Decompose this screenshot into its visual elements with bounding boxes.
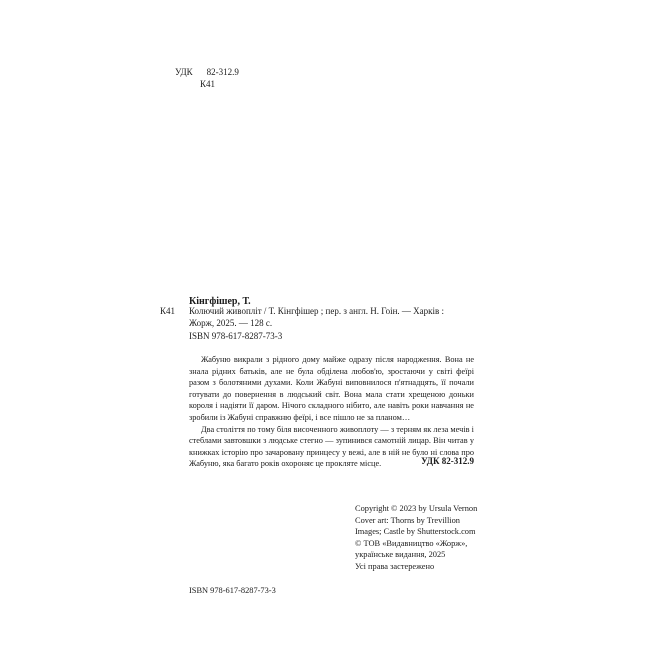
copyright-line: Cover art: Thorns by Trevillion xyxy=(355,515,460,525)
catalog-isbn: ISBN 978-617-8287-73-3 xyxy=(189,331,283,341)
copyright-line: Images; Castle by Shutterstock.com xyxy=(355,527,476,537)
bottom-isbn: ISBN 978-617-8287-73-3 xyxy=(189,586,276,595)
copyright-line: Усі права застережено xyxy=(355,561,435,571)
copyright-block xyxy=(355,503,477,573)
annotation-paragraph: Жабуню викрали з рідного дому майже одразу після народження. Вона не знала рідних батьків, але не була обділена любов'ю, зростаючи у світі феїрі разом з болотяними духами. Коли Жабуні виповнилося п'ятнадцять, її почали готувати до повернення в людський світ. Вона мала стати хрещеною доньки короля і надіяти її даром. Нічого складного нібито, але навіть роки навчання не зробили із Жабуні справжню феїрі, і все пішло не за планом… xyxy=(189,355,474,422)
udk-label: УДК xyxy=(175,67,193,77)
udk-code: 82-312.9 xyxy=(206,67,239,77)
copyright-line: © ТОВ «Видавництво «Жорж», xyxy=(355,538,468,548)
book-annotation xyxy=(189,354,474,470)
author-cutter-code: К41 xyxy=(200,79,216,89)
catalog-author: Кінгфішер, Т. xyxy=(189,296,251,307)
copyright-line: українське видання, 2025 xyxy=(355,550,446,560)
annotation-paragraph: Два століття по тому біля височенного живоплоту — з терням як леза мечів і стеблами завтовшки з людське стегно — зупинився самотній лицар. Він читав у книжках історію про зачаровану принцесу у вежі, але в ній не було ні слова про Жабуню, яка багато років охороняє це прокляте місце. xyxy=(189,424,474,469)
entry-cutter-code: К41 xyxy=(160,306,176,316)
annotation-udk: УДК 82-312.9 xyxy=(421,456,474,466)
catalog-title-line-2: Жорж, 2025. — 128 с. xyxy=(189,318,273,328)
copyright-line: Copyright © 2023 by Ursula Vernon xyxy=(355,504,478,513)
catalog-title-line-1: Колючий живопліт / Т. Кінгфішер ; пер. з англ. Н. Гоін. — Харків : xyxy=(189,306,445,316)
udk-classification xyxy=(175,67,239,79)
